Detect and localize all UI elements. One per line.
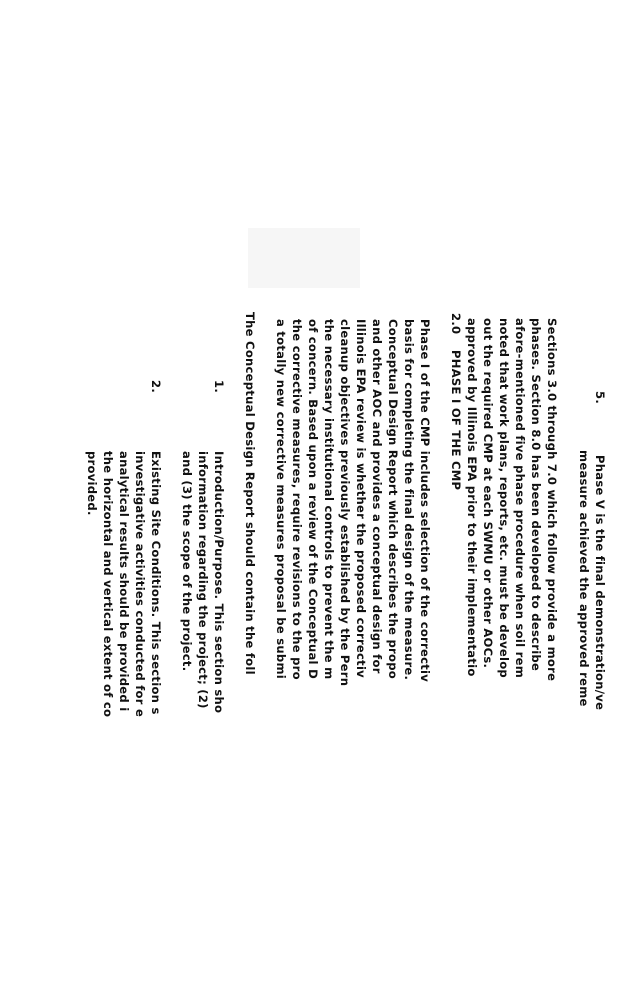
list-item-line: investigative activities conducted for e (133, 451, 147, 718)
scan-artifact (248, 228, 360, 288)
list-item-number: 1. (212, 380, 226, 393)
list-item-line: analytical results should be provided i (117, 451, 131, 712)
phase1-para-line: the corrective measures, require revisions to the pro (290, 319, 304, 680)
list-item-line: information regarding the project; (2) (196, 451, 210, 709)
sections-para-line: afore-mentioned five phase procedure when soil rem (513, 318, 527, 679)
sections-para-line: out the required CMP at each SWMU or other AOCs. (481, 318, 495, 669)
phase1-para-line: Phase I of the CMP includes selection of the correctiv (418, 319, 432, 683)
list-item-number: 2. (149, 380, 163, 393)
item-5-line-1: Phase V is the final demonstration/ve (593, 455, 607, 711)
item-5-line-2: measure achieved the approved reme (577, 450, 591, 707)
phase1-para-line: a totally new corrective measures proposal be submi (274, 319, 288, 679)
list-item-line: Introduction/Purpose. This section sho (212, 451, 226, 714)
sections-para-line: noted that work plans, reports, etc. must be develop (497, 318, 511, 678)
sections-para-line: phases. Section 8.0 has been developed to describe (529, 318, 543, 672)
phase1-para-line: cleanup objectives previously established by the Pern (338, 319, 352, 687)
list-item-line: and (3) the scope of the project. (180, 451, 194, 672)
phase1-para-line: and other AOC and provides a conceptual design for (370, 319, 384, 674)
list-item-line: Existing Site Conditions. This section s (149, 451, 163, 715)
section-number: 2.0 (449, 313, 463, 335)
phase1-para-line: the necessary institutional controls to prevent the m (322, 319, 336, 680)
phase1-para-line: Illinois EPA review is whether the proposed correctiv (354, 319, 368, 678)
list-item-line: provided. (85, 451, 99, 516)
phase1-para-line: Conceptual Design Report which describes the propo (386, 319, 400, 679)
section-title: PHASE I OF THE CMP (449, 350, 463, 491)
report-intro-line: The Conceptual Design Report should contain the foll (243, 312, 257, 675)
phase1-para-line: of concern. Based upon a review of the Conceptual D (306, 319, 320, 679)
phase1-para-line: basis for completing the final design of the measure. (402, 319, 416, 681)
item-5-number: 5. (593, 391, 607, 404)
sections-para-line: approved by Illinois EPA prior to their implementatio (465, 318, 479, 677)
sections-para-line: Sections 3.0 through 7.0 which follow provide a more (545, 318, 559, 682)
list-item-line: the horizontal and vertical extent of co (101, 451, 115, 718)
